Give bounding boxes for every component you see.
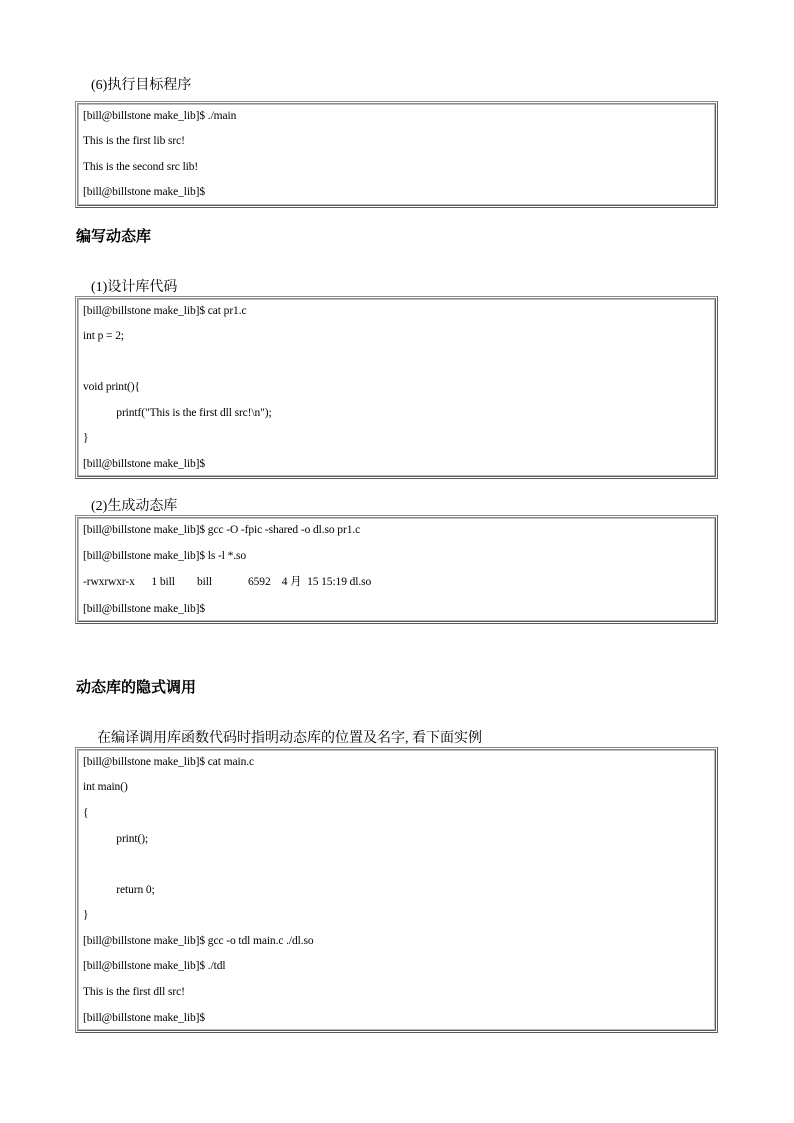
code-line: void print(){: [83, 381, 140, 393]
code-line: [bill@billstone make_lib]$ cat main.c: [83, 756, 255, 768]
code-line: [bill@billstone make_lib]$ gcc -o tdl main.c ./dl.so: [83, 935, 314, 947]
intro-text: 在编译调用库函数代码时指明动态库的位置及名字, 看下面实例: [97, 731, 482, 746]
code-line: return 0;: [83, 884, 155, 896]
code-line: [bill@billstone make_lib]$: [83, 1012, 206, 1024]
code-line: This is the first lib src!: [83, 135, 185, 147]
code-line: {: [83, 807, 89, 819]
step-6-label: (6)执行目标程序: [91, 78, 192, 93]
code-line: }: [83, 909, 89, 921]
code-block-build-lib: [75, 515, 718, 624]
code-line: }: [83, 432, 89, 444]
code-line: [bill@billstone make_lib]$: [83, 186, 206, 198]
code-line: This is the second src lib!: [83, 161, 199, 173]
code-block-run-main: [75, 101, 718, 208]
section-heading-write-dynamic-lib: 编写动态库: [76, 227, 152, 245]
code-line: [bill@billstone make_lib]$: [83, 603, 206, 615]
code-line: [bill@billstone make_lib]$ ./main: [83, 110, 237, 122]
code-block-lib-source: [75, 296, 718, 479]
code-block-main-program: [75, 747, 718, 1033]
code-line: -rwxrwxr-x 1 bill bill 6592 4 月 15 15:19 dl.so: [83, 576, 372, 588]
code-line: int main(): [83, 781, 128, 793]
code-line: printf("This is the first dll src!\n");: [83, 407, 272, 419]
code-line: print();: [83, 833, 149, 845]
code-line: [bill@billstone make_lib]$ cat pr1.c: [83, 305, 247, 317]
code-line: [bill@billstone make_lib]$ ls -l *.so: [83, 550, 247, 562]
code-line: [bill@billstone make_lib]$ gcc -O -fpic -shared -o dl.so pr1.c: [83, 524, 361, 536]
code-line: int p = 2;: [83, 330, 124, 342]
code-line: This is the first dll src!: [83, 986, 185, 998]
code-line: [bill@billstone make_lib]$ ./tdl: [83, 960, 226, 972]
step-2-label: (2)生成动态库: [91, 499, 178, 514]
step-1-label: (1)设计库代码: [91, 280, 178, 295]
section-heading-implicit-call: 动态库的隐式调用: [76, 678, 197, 696]
code-line: [bill@billstone make_lib]$: [83, 458, 206, 470]
